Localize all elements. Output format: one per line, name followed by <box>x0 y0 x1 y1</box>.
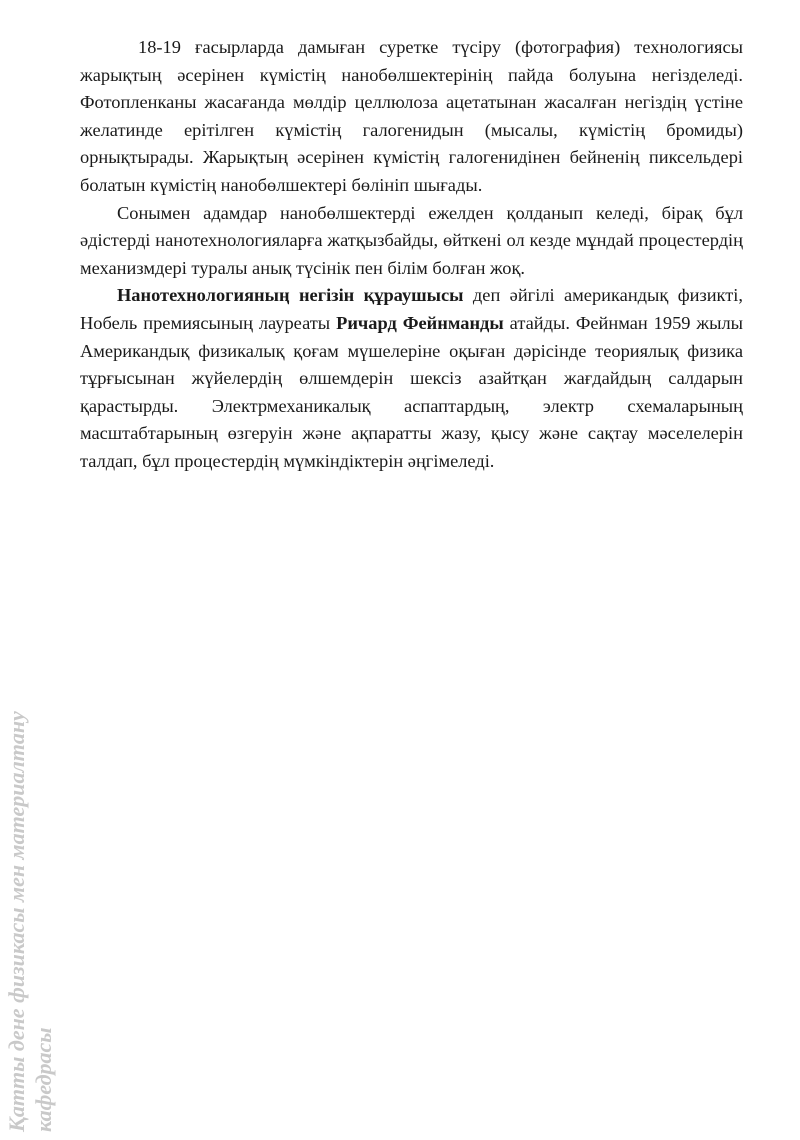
paragraph-feynman-text2: атайды. Фейнман 1959 жылы Американдық физикалық қоғам мүшелеріне оқыған дәрісінде теориялық физика тұрғысынан жүйелердің өлшемдерін шексіз азайтқан жағдайдың салдарын қарастырды. Электрмеханикалық аспаптардың, электр схемаларының масштабтарының өзгеруін және ақпаратты жазу, қысу және сақтау мәселелерін талдап, бұл процестердің мүмкіндіктерін әңгімеледі. <box>80 312 743 471</box>
department-label-line1: Қатты дене физикасы мен материалтану <box>4 711 29 1132</box>
feynman-name: Ричард Фейнманды <box>336 312 504 333</box>
paragraph-feynman <box>80 282 743 475</box>
department-label <box>0 540 60 1140</box>
paragraph-ancient-use: Сонымен адамдар нанобөлшектерді ежелден қолданып келеді, бірақ бұл әдістерді нанотехнологияларға жатқызбайды, өйткені ол кезде мұндай процестердің механизмдері туралы анық түсінік пен білім болған жоқ. <box>80 202 743 278</box>
paragraph-photography: 18-19 ғасырларда дамыған суретке түсіру (фотография) технологиясы жарықтың әсерінен күмістің нанобөлшектерінің пайда болуына негізделеді. Фотопленканы жасағанда мөлдір целлюлоза ацетатынан жасалған негіздің үстіне желатинде ерітілген күмістің галогенидын (мысалы, күмістің бромиды) орнықтырады. Жарықтың әсерінен күмістің галогенидінен бейненің пиксельдері болатын күмістің нанобөлшектері бөлініп шығады. <box>80 37 743 195</box>
document-body <box>80 34 743 476</box>
paragraph-feynman-text1: деп әйгілі американдық физикті, Нобель премиясының лауреаты <box>80 285 743 333</box>
department-label-line2: кафедрасы <box>31 1027 56 1132</box>
founder-phrase: Нанотехнологияның негізін құраушысы <box>117 285 464 306</box>
